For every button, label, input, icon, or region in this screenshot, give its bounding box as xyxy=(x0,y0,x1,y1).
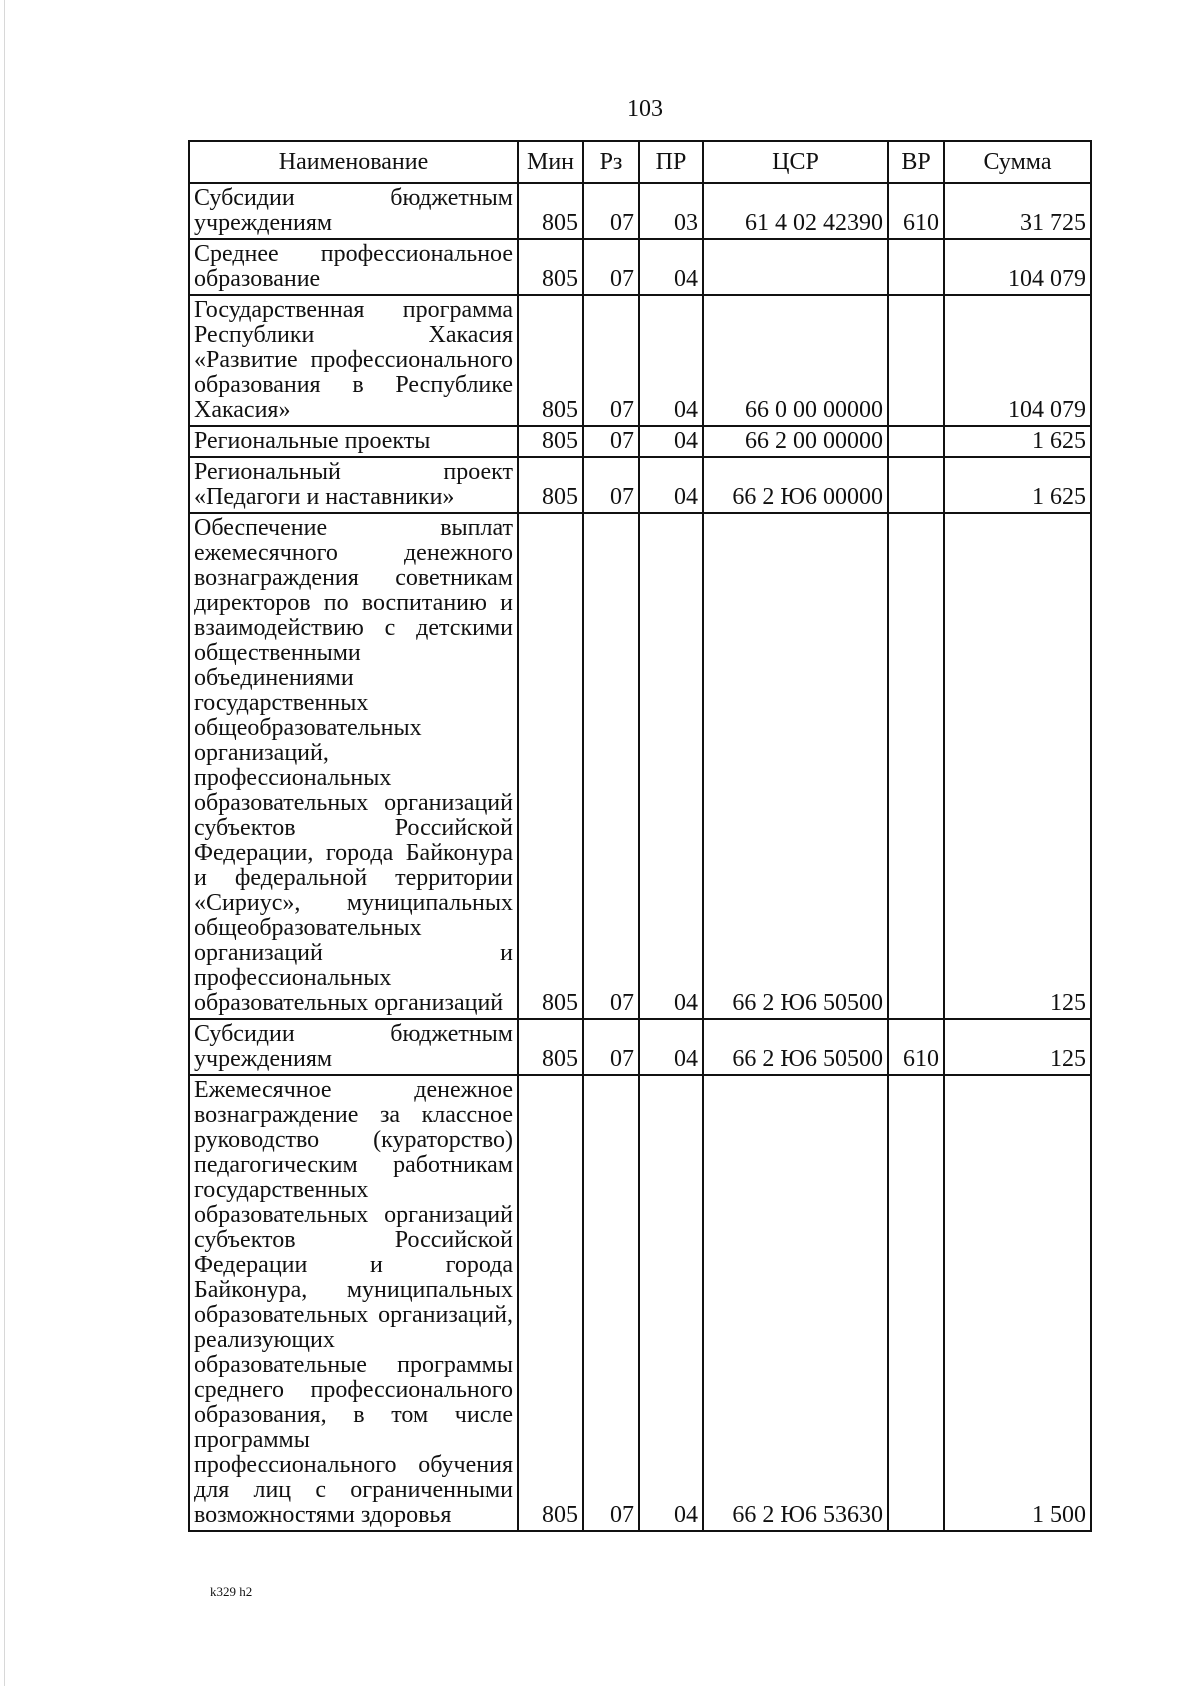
row-name: Субсидии бюджетным учреждениям xyxy=(189,1019,518,1075)
table-row xyxy=(189,1075,1091,1531)
row-sum: 104 079 xyxy=(944,239,1091,295)
row-min: 805 xyxy=(518,1019,583,1075)
row-min: 805 xyxy=(518,295,583,426)
row-rz: 07 xyxy=(583,239,639,295)
row-name: Ежемесячное денежное вознаграждение за классное руководство (кураторство) педагогическим работникам государственных образовательных организаций субъектов Российской Федерации и города Байконура, муниципальных образовательных организаций, реализующих образовательные программы среднего профессионального образования, в том числе программы профессионального обучения для лиц с ограниченными возможностями здоровья xyxy=(189,1075,518,1531)
table-row xyxy=(189,183,1091,239)
row-sum: 1 625 xyxy=(944,457,1091,513)
row-pr: 04 xyxy=(639,1075,703,1531)
row-name: Региональные проекты xyxy=(189,426,518,457)
row-csr: 61 4 02 42390 xyxy=(703,183,888,239)
row-pr: 04 xyxy=(639,457,703,513)
table-row xyxy=(189,426,1091,457)
header-min: Мин xyxy=(518,141,583,183)
row-rz: 07 xyxy=(583,1019,639,1075)
header-name: Наименование xyxy=(189,141,518,183)
row-name: Обеспечение выплат ежемесячного денежного вознаграждения советникам директоров по воспитанию и взаимодействию с детскими общественными объединениями государственных общеобразовательных организаций, профессиональных образовательных организаций субъектов Российской Федерации, города Байконура и федеральной территории «Сириус», муниципальных общеобразовательных организаций и профессиональных образовательных организаций xyxy=(189,513,518,1019)
header-vr: ВР xyxy=(888,141,944,183)
row-name: Среднее профессиональное образование xyxy=(189,239,518,295)
row-sum: 1 500 xyxy=(944,1075,1091,1531)
row-pr: 04 xyxy=(639,1019,703,1075)
table-row xyxy=(189,457,1091,513)
row-csr: 66 2 Ю6 00000 xyxy=(703,457,888,513)
row-pr: 03 xyxy=(639,183,703,239)
row-vr xyxy=(888,513,944,1019)
row-csr: 66 2 Ю6 50500 xyxy=(703,513,888,1019)
row-rz: 07 xyxy=(583,426,639,457)
row-vr: 610 xyxy=(888,183,944,239)
table-row xyxy=(189,295,1091,426)
row-sum: 125 xyxy=(944,513,1091,1019)
row-min: 805 xyxy=(518,183,583,239)
row-min: 805 xyxy=(518,457,583,513)
header-rz: Рз xyxy=(583,141,639,183)
row-csr: 66 2 Ю6 53630 xyxy=(703,1075,888,1531)
table-row xyxy=(189,239,1091,295)
row-rz: 07 xyxy=(583,183,639,239)
row-vr xyxy=(888,457,944,513)
row-pr: 04 xyxy=(639,513,703,1019)
budget-table xyxy=(188,140,1092,1532)
row-rz: 07 xyxy=(583,295,639,426)
table-row xyxy=(189,513,1091,1019)
row-vr: 610 xyxy=(888,1019,944,1075)
row-name: Государственная программа Республики Хакасия «Развитие профессионального образования в Республике Хакасия» xyxy=(189,295,518,426)
document-code: k329 h2 xyxy=(210,1584,253,1599)
row-sum: 31 725 xyxy=(944,183,1091,239)
row-csr: 66 2 Ю6 50500 xyxy=(703,1019,888,1075)
row-csr: 66 0 00 00000 xyxy=(703,295,888,426)
header-pr: ПР xyxy=(639,141,703,183)
row-min: 805 xyxy=(518,426,583,457)
scan-margin-line xyxy=(4,0,5,1686)
row-min: 805 xyxy=(518,239,583,295)
row-rz: 07 xyxy=(583,457,639,513)
row-sum: 125 xyxy=(944,1019,1091,1075)
row-min: 805 xyxy=(518,513,583,1019)
row-vr xyxy=(888,1075,944,1531)
row-vr xyxy=(888,426,944,457)
row-name: Субсидии бюджетным учреждениям xyxy=(189,183,518,239)
table-header-row xyxy=(189,141,1091,183)
table-row xyxy=(189,1019,1091,1075)
row-csr xyxy=(703,239,888,295)
row-name: Региональный проект «Педагоги и наставники» xyxy=(189,457,518,513)
row-rz: 07 xyxy=(583,513,639,1019)
page-number: 103 xyxy=(627,96,663,122)
row-min: 805 xyxy=(518,1075,583,1531)
row-csr: 66 2 00 00000 xyxy=(703,426,888,457)
header-csr: ЦСР xyxy=(703,141,888,183)
row-sum: 104 079 xyxy=(944,295,1091,426)
row-vr xyxy=(888,239,944,295)
row-pr: 04 xyxy=(639,426,703,457)
row-sum: 1 625 xyxy=(944,426,1091,457)
row-pr: 04 xyxy=(639,239,703,295)
row-rz: 07 xyxy=(583,1075,639,1531)
header-sum: Сумма xyxy=(944,141,1091,183)
row-vr xyxy=(888,295,944,426)
row-pr: 04 xyxy=(639,295,703,426)
